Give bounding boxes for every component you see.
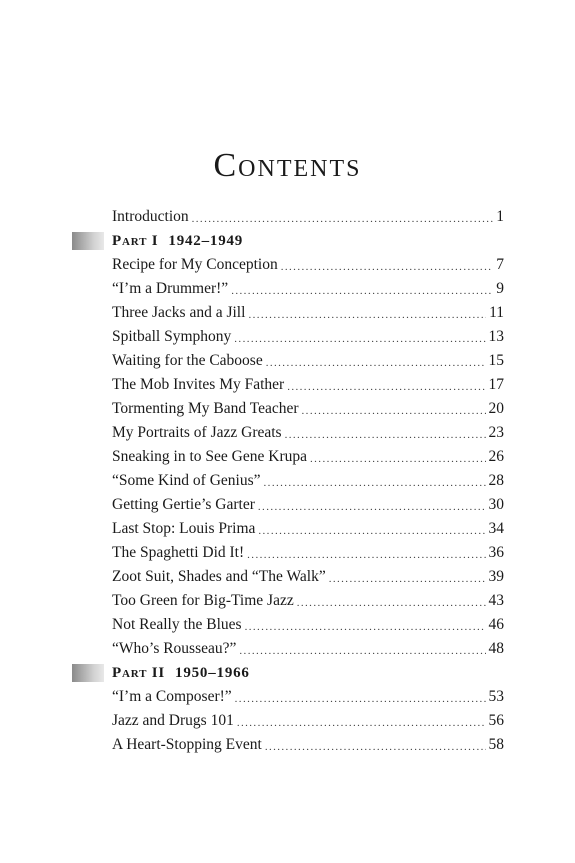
part-marker-bar bbox=[72, 232, 104, 250]
toc-entry-page: 23 bbox=[488, 424, 504, 441]
toc-entry-page: 43 bbox=[488, 592, 504, 609]
toc-entry-title: Not Really the Blues bbox=[112, 616, 242, 633]
toc-entry[interactable] bbox=[112, 540, 504, 564]
toc-entry-title: Three Jacks and a Jill bbox=[112, 304, 246, 321]
toc-entry[interactable] bbox=[112, 420, 504, 444]
toc-entry[interactable] bbox=[112, 612, 504, 636]
toc-entry-page: 39 bbox=[488, 568, 504, 585]
toc-entry[interactable] bbox=[112, 444, 504, 468]
toc-entry-title: “Who’s Rousseau?” bbox=[112, 640, 237, 657]
toc-entry-page: 13 bbox=[488, 328, 504, 345]
toc-entry-page: 20 bbox=[488, 400, 504, 417]
toc-entry-page: 17 bbox=[488, 376, 504, 393]
toc-entry[interactable] bbox=[112, 684, 504, 708]
dot-leader bbox=[231, 282, 493, 300]
toc-entry[interactable] bbox=[112, 252, 504, 276]
toc-entry-title: Recipe for My Conception bbox=[112, 256, 278, 273]
toc-entry-title: Too Green for Big-Time Jazz bbox=[112, 592, 294, 609]
toc-entry-title: My Portraits of Jazz Greats bbox=[112, 424, 282, 441]
toc-entry-page: 28 bbox=[488, 472, 504, 489]
dot-leader bbox=[258, 498, 486, 516]
toc-entry[interactable] bbox=[112, 324, 504, 348]
dot-leader bbox=[239, 642, 485, 660]
toc-entry-title: Sneaking in to See Gene Krupa bbox=[112, 448, 307, 465]
toc-entry-page: 34 bbox=[488, 520, 504, 537]
toc-entry-title: Spitball Symphony bbox=[112, 328, 232, 345]
toc-entry-title: The Mob Invites My Father bbox=[112, 376, 285, 393]
dot-leader bbox=[266, 354, 486, 372]
toc-entry[interactable] bbox=[112, 372, 504, 396]
part-label: Part I bbox=[112, 233, 159, 249]
toc-entry[interactable] bbox=[112, 588, 504, 612]
dot-leader bbox=[248, 306, 486, 324]
dot-leader bbox=[192, 210, 494, 228]
dot-leader bbox=[310, 450, 486, 468]
toc-entry-title: Last Stop: Louis Prima bbox=[112, 520, 256, 537]
toc-entry-page: 46 bbox=[488, 616, 504, 633]
toc-entry-page: 26 bbox=[488, 448, 504, 465]
toc-entry-page: 7 bbox=[496, 256, 504, 273]
toc-entry-title: Introduction bbox=[112, 208, 189, 225]
dot-leader bbox=[237, 714, 486, 732]
part-label: Part II bbox=[112, 665, 166, 681]
toc-entry-title: “Some Kind of Genius” bbox=[112, 472, 261, 489]
toc-entry-title: “I’m a Drummer!” bbox=[112, 280, 229, 297]
toc-entry[interactable] bbox=[112, 300, 504, 324]
dot-leader bbox=[302, 402, 486, 420]
toc-entry-title: The Spaghetti Did It! bbox=[112, 544, 245, 561]
toc-entry[interactable] bbox=[112, 276, 504, 300]
toc-entry-page: 30 bbox=[488, 496, 504, 513]
toc-entry[interactable] bbox=[112, 516, 504, 540]
dot-leader bbox=[265, 738, 486, 756]
dot-leader bbox=[285, 426, 486, 444]
toc-entry-page: 58 bbox=[488, 736, 504, 753]
toc-entry[interactable] bbox=[112, 204, 504, 228]
dot-leader bbox=[258, 522, 485, 540]
toc-entry-page: 56 bbox=[488, 712, 504, 729]
part-years: 1942–1949 bbox=[168, 233, 244, 249]
dot-leader bbox=[264, 474, 486, 492]
toc-entry[interactable] bbox=[112, 396, 504, 420]
dot-leader bbox=[297, 594, 486, 612]
dot-leader bbox=[329, 570, 486, 588]
table-of-contents bbox=[112, 204, 504, 756]
dot-leader bbox=[287, 378, 485, 396]
dot-leader bbox=[247, 546, 485, 564]
toc-entry-title: “I’m a Composer!” bbox=[112, 688, 232, 705]
toc-entry-page: 11 bbox=[489, 304, 504, 321]
toc-entry-page: 48 bbox=[488, 640, 504, 657]
toc-entry[interactable] bbox=[112, 492, 504, 516]
toc-entry[interactable] bbox=[112, 468, 504, 492]
toc-entry-page: 15 bbox=[488, 352, 504, 369]
part-heading bbox=[112, 228, 504, 252]
toc-entry-title: A Heart-Stopping Event bbox=[112, 736, 262, 753]
toc-entry-page: 53 bbox=[488, 688, 504, 705]
toc-entry-title: Tormenting My Band Teacher bbox=[112, 400, 299, 417]
toc-entry[interactable] bbox=[112, 732, 504, 756]
toc-entry-title: Getting Gertie’s Garter bbox=[112, 496, 255, 513]
toc-entry[interactable] bbox=[112, 636, 504, 660]
toc-entry-title: Zoot Suit, Shades and “The Walk” bbox=[112, 568, 326, 585]
dot-leader bbox=[281, 258, 494, 276]
toc-entry-page: 1 bbox=[496, 208, 504, 225]
part-years: 1950–1966 bbox=[175, 665, 250, 681]
toc-entry-title: Jazz and Drugs 101 bbox=[112, 712, 234, 729]
toc-entry[interactable] bbox=[112, 708, 504, 732]
toc-entry-page: 9 bbox=[496, 280, 504, 297]
toc-entry[interactable] bbox=[112, 564, 504, 588]
toc-entry-page: 36 bbox=[488, 544, 504, 561]
dot-leader bbox=[245, 618, 486, 636]
toc-entry[interactable] bbox=[112, 348, 504, 372]
part-marker-bar bbox=[72, 664, 104, 682]
dot-leader bbox=[234, 330, 485, 348]
toc-entry-title: Waiting for the Caboose bbox=[112, 352, 263, 369]
dot-leader bbox=[235, 690, 486, 708]
part-heading bbox=[112, 660, 504, 684]
page-title: Contents bbox=[213, 146, 362, 184]
